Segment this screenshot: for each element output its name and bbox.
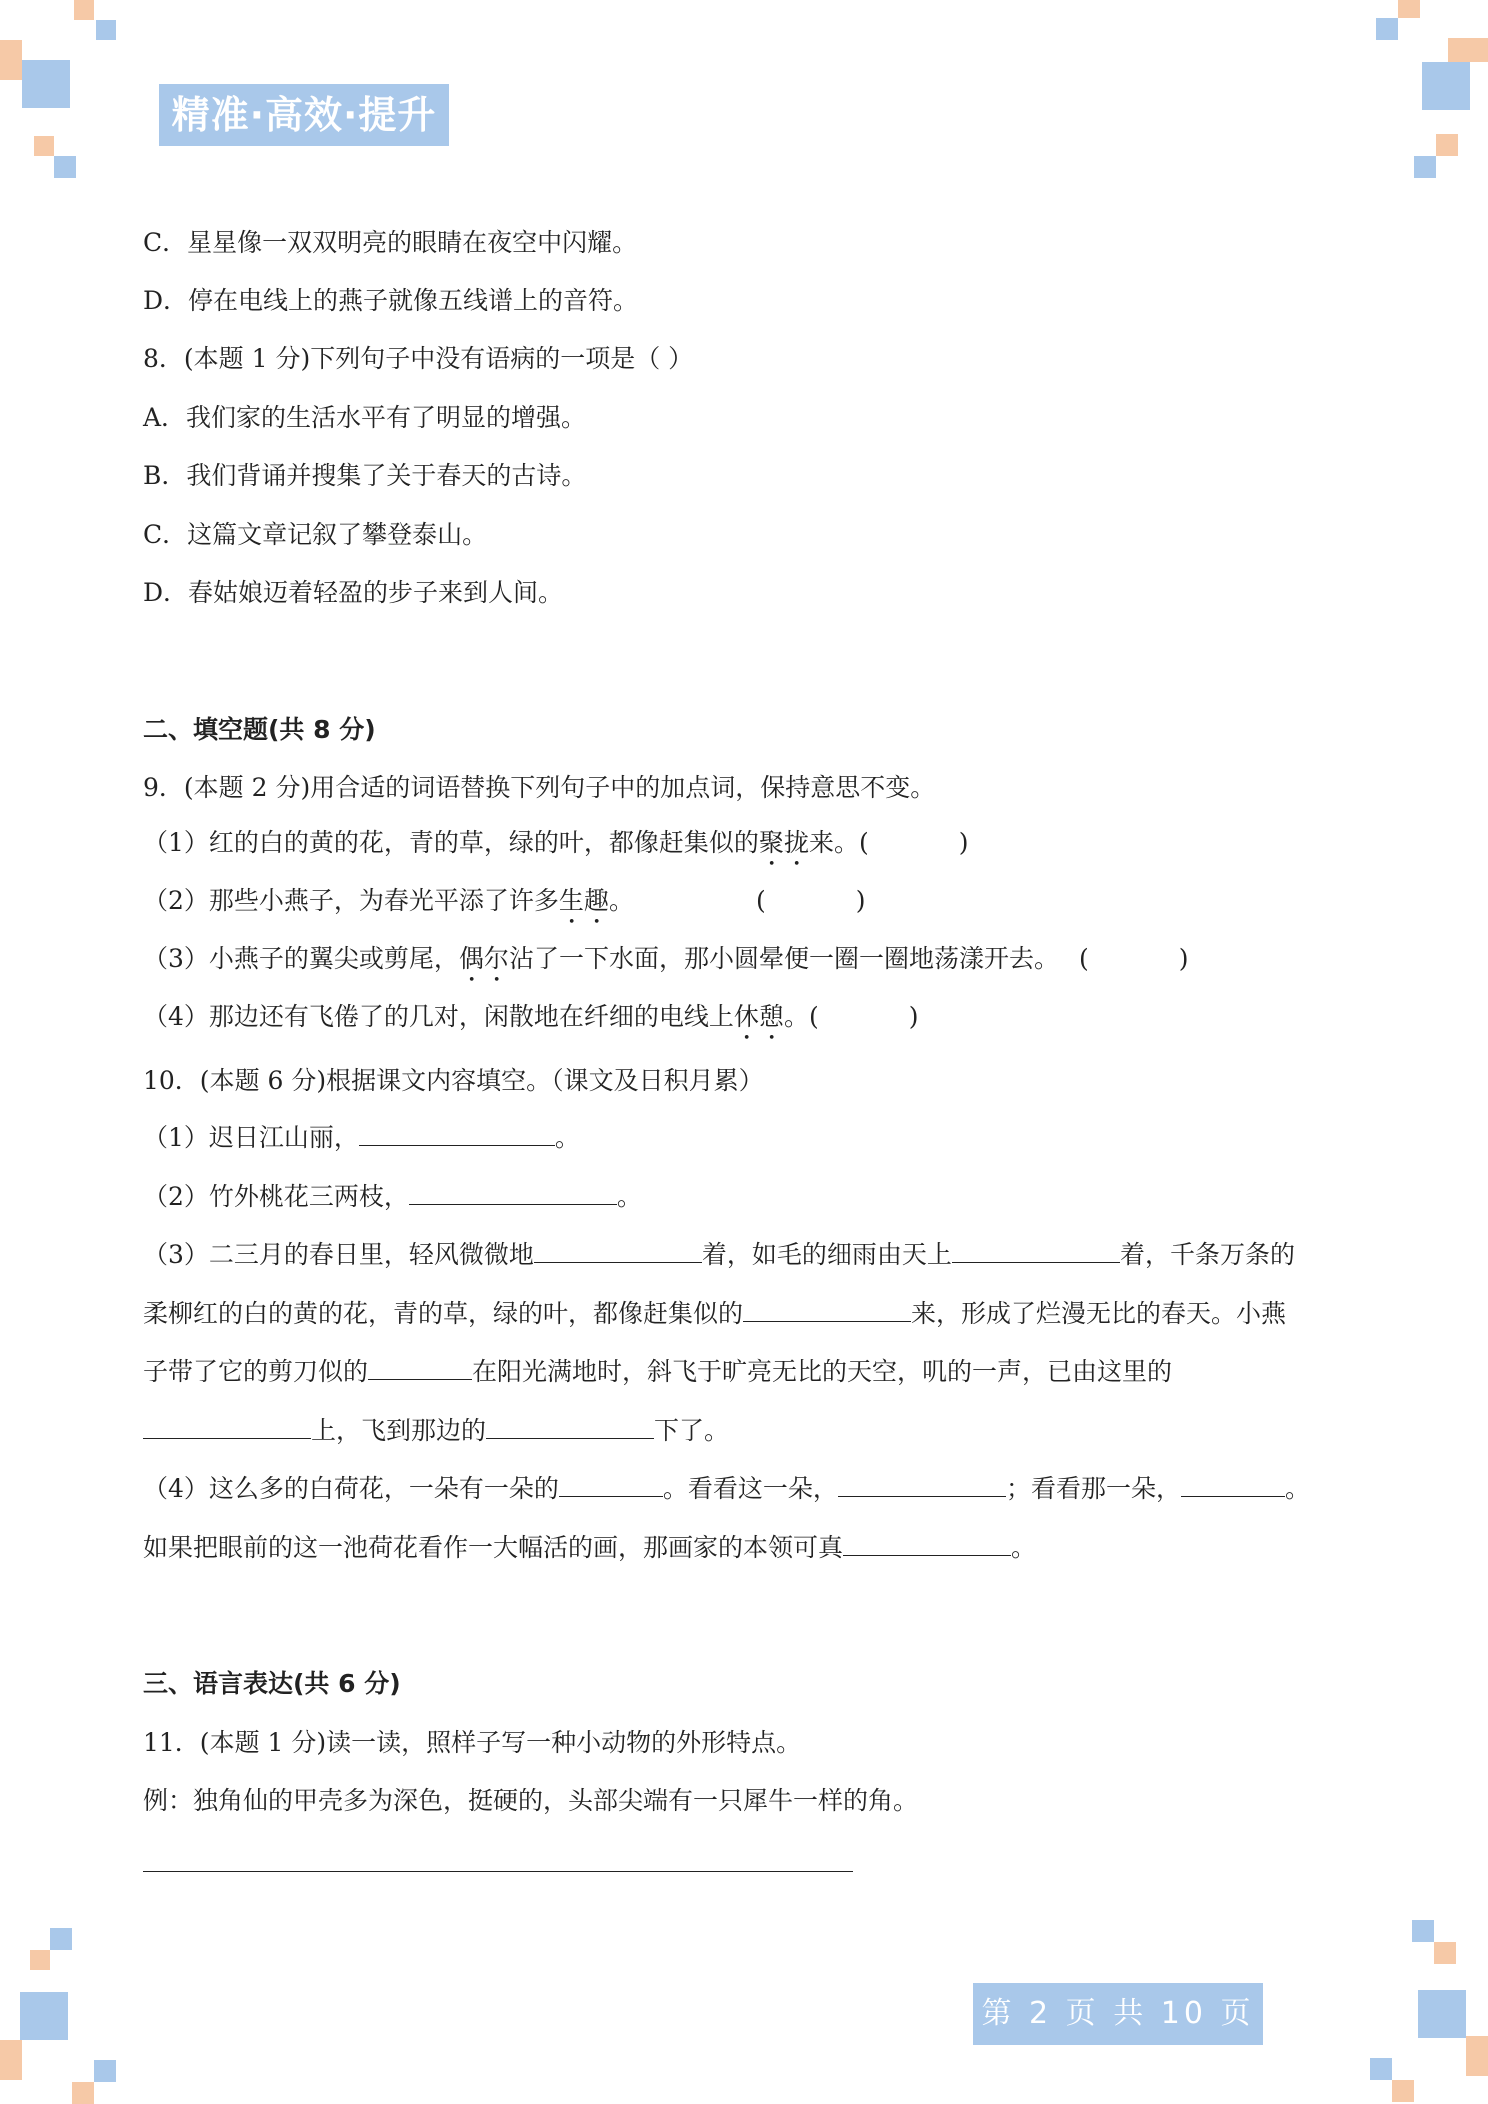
q9-s2-open-paren: ( — [755, 886, 766, 915]
q9-sentence-4 — [143, 1000, 918, 1046]
q8-option-a: A．我们家的生活水平有了明显的增强。 — [143, 403, 587, 432]
q9-s3-open-paren: ( — [1078, 944, 1089, 973]
q10-item-2 — [143, 1180, 642, 1214]
q10-s4-text-f: 。 — [1011, 1533, 1037, 1562]
q10-s3-blank-6[interactable] — [486, 1416, 654, 1439]
q10-s3-text-d: 柔柳红的白的黄的花，青的草，绿的叶，都像赶集似的 — [143, 1299, 744, 1328]
q9-s1-dotted-word: 聚拢 — [758, 828, 809, 857]
q10-s4-blank-4[interactable] — [843, 1533, 1011, 1556]
q9-s2-pre: （2）那些小燕子，为春光平添了许多 — [143, 886, 559, 915]
q10-s3-text-e: 来，形成了烂漫无比的春天。小燕 — [911, 1299, 1287, 1328]
q8-option-b: B．我们背诵并搜集了关于春天的古诗。 — [143, 461, 587, 490]
q10-s3-blank-1[interactable] — [534, 1240, 702, 1263]
q9-s2-close-paren: ) — [855, 886, 866, 915]
q7-option-d: D．停在电线上的燕子就像五线谱上的音符。 — [143, 286, 639, 315]
q9-s1-post: 来。( — [808, 828, 869, 857]
q9-s4-post: 。( — [783, 1002, 819, 1031]
q9-sentence-3 — [143, 942, 1188, 988]
q10-s4-text-c: ；看看那一朵， — [1005, 1474, 1181, 1503]
q10-s3-text-b: 着，如毛的细雨由天上 — [701, 1240, 952, 1269]
q10-s1-blank[interactable] — [359, 1123, 555, 1146]
q11-stem: 11．(本题 1 分)读一读，照样子写一种小动物的外形特点。 — [143, 1728, 802, 1757]
q10-s2-blank[interactable] — [409, 1182, 617, 1205]
q10-s4-blank-1[interactable] — [559, 1474, 663, 1497]
q10-item-3-line-4 — [143, 1414, 729, 1448]
q10-s4-blank-3[interactable] — [1181, 1474, 1285, 1497]
q10-s4-text-e: 如果把眼前的这一池荷花看作一大幅活的画，那画家的本领可真 — [143, 1533, 844, 1562]
q10-s3-text-f: 子带了它的剪刀似的 — [143, 1357, 369, 1386]
q10-s4-text-a: （4）这么多的白荷花，一朵有一朵的 — [143, 1474, 559, 1503]
q9-s2-post: 。 — [608, 886, 634, 915]
q10-item-3-line-1 — [143, 1238, 1295, 1272]
q9-s1-pre: （1）红的白的黄的花，青的草，绿的叶，都像赶集似的 — [143, 828, 759, 857]
q10-s3-blank-4[interactable] — [368, 1357, 472, 1380]
q10-s3-blank-5[interactable] — [143, 1416, 311, 1439]
q7-option-c: C．星星像一双双明亮的眼睛在夜空中闪耀。 — [143, 228, 638, 257]
section-title-language-expression: 三、语言表达(共 6 分) — [143, 1669, 401, 1698]
q9-stem: 9．(本题 2 分)用合适的词语替换下列句子中的加点词，保持意思不变。 — [143, 773, 936, 802]
q10-stem: 10．(本题 6 分)根据课文内容填空。（课文及日积月累） — [143, 1066, 764, 1095]
q10-item-3-line-3 — [143, 1355, 1172, 1389]
q9-sentence-1 — [143, 826, 968, 872]
q10-s3-blank-3[interactable] — [743, 1299, 911, 1322]
q10-item-3-line-2 — [143, 1297, 1286, 1331]
q10-s4-text-d: 。 — [1284, 1474, 1310, 1503]
q10-s4-text-b: 。看看这一朵， — [662, 1474, 838, 1503]
q10-s3-text-g: 在阳光满地时，斜飞于旷亮无比的天空，叽的一声，已由这里的 — [472, 1357, 1173, 1386]
q8-option-d: D．春姑娘迈着轻盈的步子来到人间。 — [143, 578, 564, 607]
q9-s3-pre: （3）小燕子的翼尖或剪尾， — [143, 944, 459, 973]
q10-s3-text-h: 上，飞到那边的 — [311, 1416, 487, 1445]
header-badge: 精准·高效·提升 — [159, 84, 449, 146]
q9-s4-close-paren: ) — [908, 1002, 919, 1031]
q10-s2-text: （2）竹外桃花三两枝， — [143, 1182, 409, 1211]
q8-option-c: C．这篇文章记叙了攀登泰山。 — [143, 520, 488, 549]
q9-s3-post: 沾了一下水面，那小圆晕便一圈一圈地荡漾开去。 — [508, 944, 1059, 973]
q9-s3-dotted-word: 偶尔 — [458, 944, 509, 973]
q10-item-4-line-2 — [143, 1531, 1036, 1565]
page-indicator: 第 2 页 共 10 页 — [973, 1983, 1263, 2045]
q10-s2-end: 。 — [616, 1182, 642, 1211]
q9-s1-close-paren: ) — [958, 828, 969, 857]
q11-example: 例：独角仙的甲壳多为深色，挺硬的，头部尖端有一只犀牛一样的角。 — [143, 1786, 919, 1815]
q10-s3-text-a: （3）二三月的春日里，轻风微微地 — [143, 1240, 534, 1269]
q10-s3-blank-2[interactable] — [952, 1240, 1120, 1263]
q10-item-1 — [143, 1121, 580, 1155]
q10-s1-end: 。 — [554, 1123, 580, 1152]
q9-sentence-2 — [143, 884, 865, 930]
q10-s4-blank-2[interactable] — [838, 1474, 1006, 1497]
q10-s3-text-c: 着，千条万条的 — [1119, 1240, 1295, 1269]
q9-s4-dotted-word: 休憩 — [733, 1002, 784, 1031]
q10-item-4-line-1 — [143, 1472, 1310, 1506]
q8-stem: 8．(本题 1 分)下列句子中没有语病的一项是（ ） — [143, 344, 694, 373]
q10-s3-text-i: 下了。 — [654, 1416, 730, 1445]
q9-s2-dotted-word: 生趣 — [558, 886, 609, 915]
section-title-fill-in: 二、填空题(共 8 分) — [143, 715, 376, 744]
q9-s4-pre: （4）那边还有飞倦了的几对，闲散地在纤细的电线上 — [143, 1002, 734, 1031]
q9-s3-close-paren: ) — [1178, 944, 1189, 973]
q11-answer-line[interactable] — [143, 1871, 853, 1872]
q10-s1-text: （1）迟日江山丽， — [143, 1123, 359, 1152]
